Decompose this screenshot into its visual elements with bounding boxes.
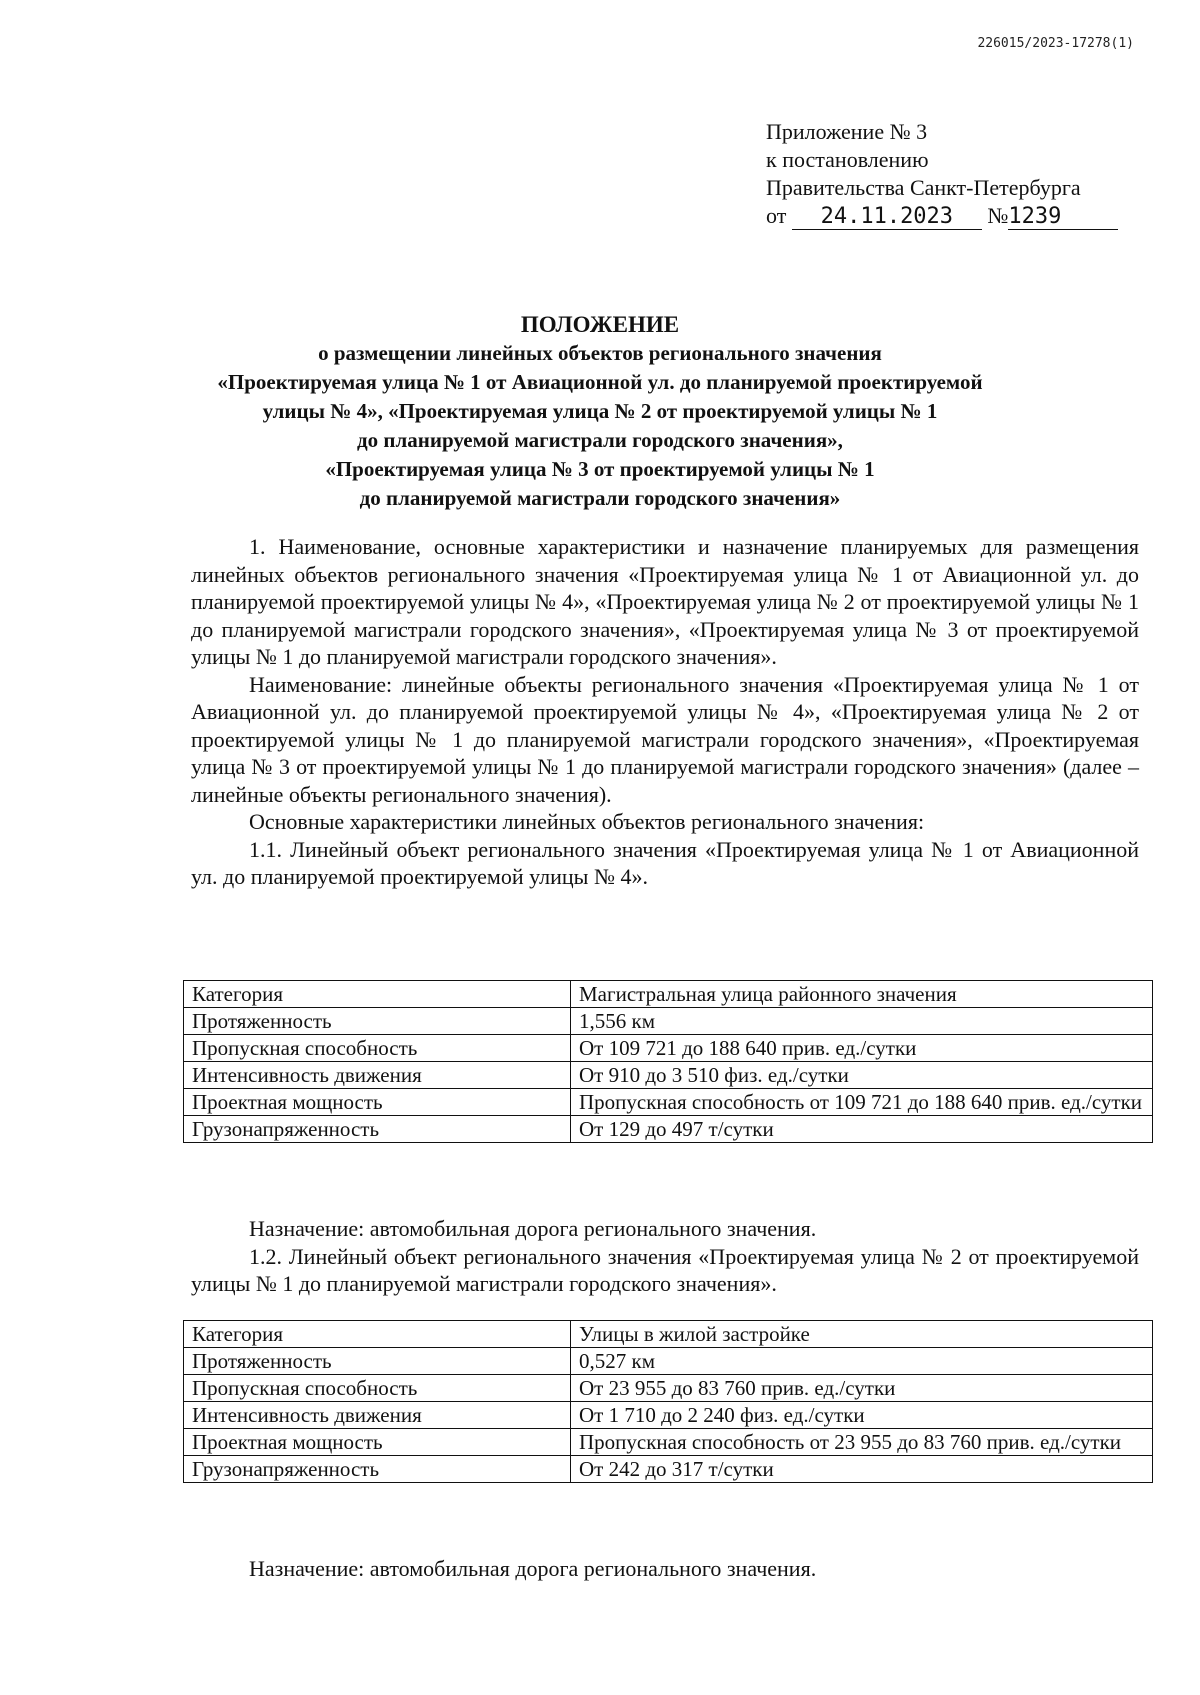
table-cell-label: Протяженность	[184, 1348, 571, 1375]
body-text	[191, 533, 1139, 891]
paragraph: 1.1. Линейный объект регионального значения «Проектируемая улица № 1 от Авиационной ул. до планируемой проектируемой улицы № 4».	[191, 836, 1139, 889]
document-title	[150, 310, 1050, 513]
paragraph: Назначение: автомобильная дорога регионального значения.	[249, 1556, 817, 1581]
title-line: до планируемой магистрали городского значения»,	[357, 428, 843, 452]
document-number: 226015/2023-17278(1)	[977, 36, 1134, 51]
table-cell-label: Категория	[184, 981, 571, 1008]
appendix-line: Приложение № 3	[766, 119, 928, 144]
table-row	[184, 1429, 1153, 1456]
table-cell-value: От 129 до 497 т/сутки	[571, 1116, 1153, 1143]
table-cell-label: Интенсивность движения	[184, 1062, 571, 1089]
title-line: до планируемой магистрали городского значения»	[359, 486, 841, 510]
table-cell-value: 1,556 км	[571, 1008, 1153, 1035]
table-cell-label: Грузонапряженность	[184, 1116, 571, 1143]
title-line: о размещении линейных объектов регионального значения	[318, 341, 882, 365]
paragraph: Наименование: линейные объекты регионального значения «Проектируемая улица № 1 от Авиационной ул. до планируемой проектируемой улицы № 4», «Проектируемая улица № 2 от проектируемой улицы № 1 до планируемой магистрали городского значения», «Проектируемая улица № 3 от проектируемой улицы № 1 до планируемой магистрали городского значения» (далее – линейные объекты регионального значения).	[191, 671, 1139, 807]
paragraph: 1.2. Линейный объект регионального значения «Проектируемая улица № 2 от проектируемой улицы № 1 до планируемой магистрали городского значения».	[191, 1243, 1139, 1296]
table-cell-value: От 1 710 до 2 240 физ. ед./сутки	[571, 1402, 1153, 1429]
table-cell-label: Категория	[184, 1321, 571, 1348]
table-row	[184, 1116, 1153, 1143]
table-row	[184, 1456, 1153, 1483]
paragraph: Назначение: автомобильная дорога регионального значения.	[249, 1216, 817, 1241]
table-row	[184, 1375, 1153, 1402]
table-cell-value: От 910 до 3 510 физ. ед./сутки	[571, 1062, 1153, 1089]
resolution-date: 24.11.2023	[792, 205, 982, 230]
table-cell-label: Проектная мощность	[184, 1089, 571, 1116]
table-cell-label: Пропускная способность	[184, 1375, 571, 1402]
table-cell-value: Пропускная способность от 23 955 до 83 760 прив. ед./сутки	[571, 1429, 1153, 1456]
table-row	[184, 1035, 1153, 1062]
appendix-block	[766, 118, 1118, 230]
characteristics-table-2	[183, 1320, 1153, 1483]
table-row	[184, 1402, 1153, 1429]
title-main: ПОЛОЖЕНИЕ	[520, 312, 680, 337]
table-row	[184, 1008, 1153, 1035]
title-line: улицы № 4», «Проектируемая улица № 2 от проектируемой улицы № 1	[262, 399, 938, 423]
table-cell-label: Пропускная способность	[184, 1035, 571, 1062]
table-row	[184, 1321, 1153, 1348]
footer-text	[191, 1555, 1139, 1583]
appendix-line: к постановлению	[766, 147, 929, 172]
table-cell-value: Магистральная улица районного значения	[571, 981, 1153, 1008]
title-line: «Проектируемая улица № 1 от Авиационной ул. до планируемой проектируемой	[217, 370, 983, 394]
title-line: «Проектируемая улица № 3 от проектируемой улицы № 1	[325, 457, 875, 481]
table-row	[184, 1348, 1153, 1375]
number-label: №	[987, 203, 1009, 228]
table-cell-label: Проектная мощность	[184, 1429, 571, 1456]
middle-text	[191, 1215, 1139, 1298]
paragraph: 1. Наименование, основные характеристики и назначение планируемых для размещения линейных объектов регионального значения «Проектируемая улица № 1 от Авиационной ул. до планируемой проектируемой улицы № 4», «Проектируемая улица № 2 от проектируемой улицы № 1 до планируемой магистрали городского значения», «Проектируемая улица № 3 от проектируемой улицы № 1 до планируемой магистрали городского значения».	[191, 534, 1139, 669]
appendix-date-row	[766, 202, 1118, 230]
table-cell-value: 0,527 км	[571, 1348, 1153, 1375]
characteristics-table-1	[183, 980, 1153, 1143]
paragraph: Основные характеристики линейных объектов регионального значения:	[249, 809, 925, 834]
table-cell-value: От 23 955 до 83 760 прив. ед./сутки	[571, 1375, 1153, 1402]
table-cell-label: Грузонапряженность	[184, 1456, 571, 1483]
resolution-number: 1239	[1008, 205, 1118, 230]
table-cell-value: Пропускная способность от 109 721 до 188 640 прив. ед./сутки	[571, 1089, 1153, 1116]
table-cell-value: От 242 до 317 т/сутки	[571, 1456, 1153, 1483]
table-row	[184, 981, 1153, 1008]
table-row	[184, 1062, 1153, 1089]
table-cell-label: Протяженность	[184, 1008, 571, 1035]
from-label: от	[766, 203, 787, 228]
table-row	[184, 1089, 1153, 1116]
table-cell-label: Интенсивность движения	[184, 1402, 571, 1429]
table-cell-value: Улицы в жилой застройке	[571, 1321, 1153, 1348]
table-cell-value: От 109 721 до 188 640 прив. ед./сутки	[571, 1035, 1153, 1062]
appendix-line: Правительства Санкт-Петербурга	[766, 175, 1081, 200]
